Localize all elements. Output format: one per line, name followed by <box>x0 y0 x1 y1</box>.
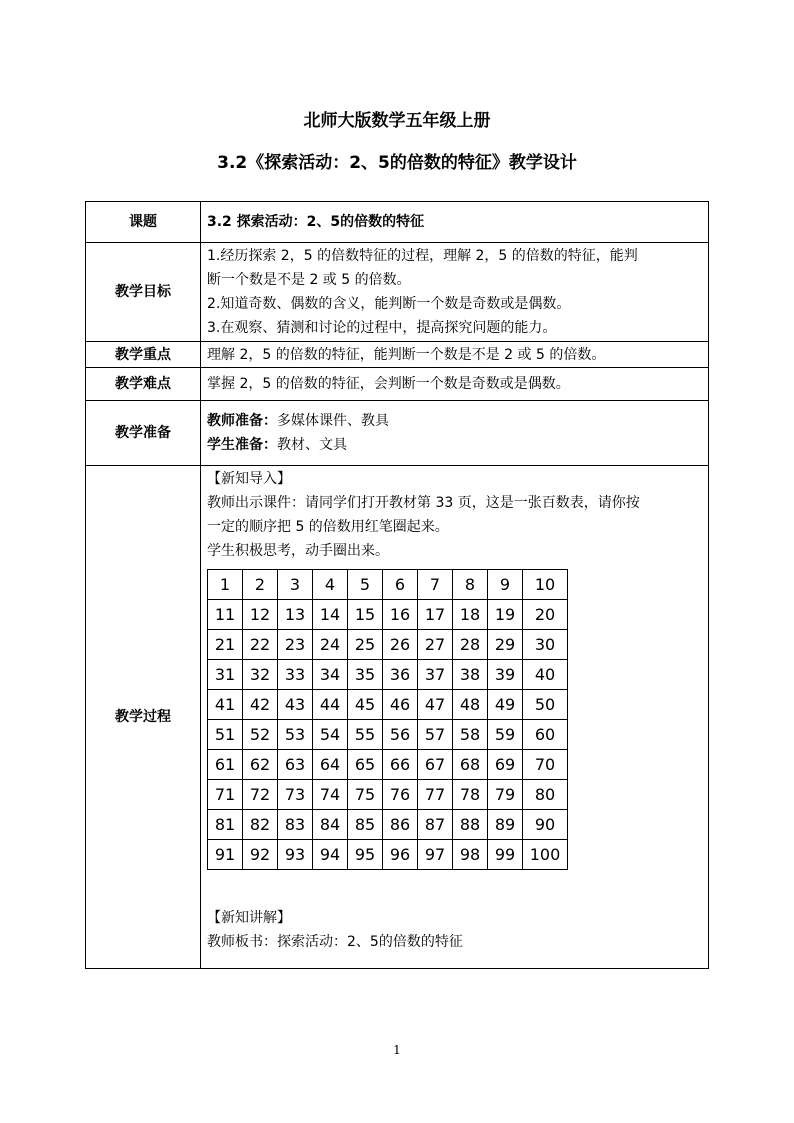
hundred-chart-cell: 52 <box>243 720 278 750</box>
hundred-chart-row <box>208 810 568 840</box>
hundred-chart-cell: 30 <box>523 630 568 660</box>
hundred-chart-cell: 31 <box>208 660 243 690</box>
intro-line: 学生积极思考，动手圈出来。 <box>207 543 389 559</box>
process-cell <box>201 466 709 969</box>
hundred-chart-cell: 58 <box>453 720 488 750</box>
hundred-chart-cell: 35 <box>348 660 383 690</box>
hundred-chart-cell: 3 <box>278 570 313 600</box>
hundred-chart-cell: 49 <box>488 690 523 720</box>
hundred-chart-cell: 9 <box>488 570 523 600</box>
hundred-chart-cell: 24 <box>313 630 348 660</box>
goals-label: 教学目标 <box>86 243 201 342</box>
goals-row <box>86 243 709 342</box>
hundred-chart-cell: 68 <box>453 750 488 780</box>
hundred-chart-cell: 43 <box>278 690 313 720</box>
prep-student-label: 学生准备： <box>207 437 277 453</box>
hundred-chart-cell: 73 <box>278 780 313 810</box>
hundred-chart-cell: 8 <box>453 570 488 600</box>
prep-label: 教学准备 <box>86 401 201 466</box>
hundred-chart-cell: 23 <box>278 630 313 660</box>
hundred-chart-cell: 91 <box>208 840 243 870</box>
key-row <box>86 342 709 368</box>
hundred-chart-row <box>208 630 568 660</box>
lesson-plan-table <box>85 201 709 969</box>
hundred-chart-cell: 1 <box>208 570 243 600</box>
hundred-chart-cell: 71 <box>208 780 243 810</box>
hundred-chart-cell: 98 <box>453 840 488 870</box>
difficulty-label: 教学难点 <box>86 368 201 401</box>
hundred-chart <box>207 569 568 870</box>
hundred-chart-cell: 100 <box>523 840 568 870</box>
document-subtitle: 3.2《探索活动：2、5的倍数的特征》教学设计 <box>217 153 577 173</box>
hundred-chart-cell: 79 <box>488 780 523 810</box>
hundred-chart-row <box>208 780 568 810</box>
goal-line: 2.知道奇数、偶数的含义，能判断一个数是奇数或是偶数。 <box>207 296 571 312</box>
hundred-chart-cell: 48 <box>453 690 488 720</box>
prep-cell <box>201 401 709 466</box>
hundred-chart-cell: 59 <box>488 720 523 750</box>
intro-heading: 【新知导入】 <box>207 471 291 487</box>
key-label: 教学重点 <box>86 342 201 368</box>
hundred-chart-cell: 26 <box>383 630 418 660</box>
prep-teacher-line <box>207 409 702 433</box>
hundred-chart-cell: 50 <box>523 690 568 720</box>
hundred-chart-cell: 27 <box>418 630 453 660</box>
hundred-chart-cell: 76 <box>383 780 418 810</box>
hundred-chart-cell: 51 <box>208 720 243 750</box>
hundred-chart-cell: 86 <box>383 810 418 840</box>
hundred-chart-cell: 36 <box>383 660 418 690</box>
hundred-chart-cell: 74 <box>313 780 348 810</box>
hundred-chart-cell: 22 <box>243 630 278 660</box>
hundred-chart-row <box>208 720 568 750</box>
hundred-chart-row <box>208 660 568 690</box>
goal-line: 断一个数是不是 2 或 5 的倍数。 <box>207 272 411 288</box>
hundred-chart-cell: 55 <box>348 720 383 750</box>
hundred-chart-cell: 4 <box>313 570 348 600</box>
hundred-chart-cell: 39 <box>488 660 523 690</box>
hundred-chart-cell: 60 <box>523 720 568 750</box>
topic-row <box>86 202 709 243</box>
explain-heading: 【新知讲解】 <box>207 910 291 926</box>
hundred-chart-row <box>208 570 568 600</box>
hundred-chart-cell: 65 <box>348 750 383 780</box>
hundred-chart-cell: 19 <box>488 600 523 630</box>
hundred-chart-cell: 6 <box>383 570 418 600</box>
hundred-chart-cell: 57 <box>418 720 453 750</box>
hundred-chart-cell: 88 <box>453 810 488 840</box>
prep-teacher-label: 教师准备： <box>207 413 277 429</box>
hundred-chart-cell: 75 <box>348 780 383 810</box>
hundred-chart-cell: 78 <box>453 780 488 810</box>
hundred-chart-cell: 2 <box>243 570 278 600</box>
key-value: 理解 2，5 的倍数的特征，能判断一个数是不是 2 或 5 的倍数。 <box>201 342 709 368</box>
hundred-chart-cell: 7 <box>418 570 453 600</box>
hundred-chart-cell: 80 <box>523 780 568 810</box>
hundred-chart-cell: 66 <box>383 750 418 780</box>
hundred-chart-cell: 40 <box>523 660 568 690</box>
prep-student-line <box>207 433 702 457</box>
hundred-chart-cell: 34 <box>313 660 348 690</box>
intro-line: 一定的顺序把 5 的倍数用红笔圈起来。 <box>207 519 449 535</box>
goals-cell <box>201 243 709 342</box>
process-row <box>86 466 709 969</box>
hundred-chart-cell: 16 <box>383 600 418 630</box>
process-label: 教学过程 <box>86 466 201 969</box>
hundred-chart-row <box>208 600 568 630</box>
hundred-chart-cell: 67 <box>418 750 453 780</box>
prep-teacher-value: 多媒体课件、教具 <box>277 413 389 429</box>
hundred-chart-cell: 64 <box>313 750 348 780</box>
prep-row <box>86 401 709 466</box>
hundred-chart-cell: 72 <box>243 780 278 810</box>
hundred-chart-cell: 90 <box>523 810 568 840</box>
hundred-chart-cell: 89 <box>488 810 523 840</box>
topic-label: 课题 <box>86 202 201 243</box>
hundred-chart-row <box>208 690 568 720</box>
hundred-chart-cell: 53 <box>278 720 313 750</box>
hundred-chart-cell: 81 <box>208 810 243 840</box>
hundred-chart-cell: 47 <box>418 690 453 720</box>
hundred-chart-cell: 13 <box>278 600 313 630</box>
goal-line: 3.在观察、猜测和讨论的过程中，提高探究问题的能力。 <box>207 320 557 336</box>
hundred-chart-cell: 12 <box>243 600 278 630</box>
hundred-chart-cell: 82 <box>243 810 278 840</box>
hundred-chart-cell: 92 <box>243 840 278 870</box>
hundred-chart-row <box>208 840 568 870</box>
hundred-chart-cell: 5 <box>348 570 383 600</box>
spacer <box>207 870 702 906</box>
hundred-chart-cell: 44 <box>313 690 348 720</box>
hundred-chart-cell: 61 <box>208 750 243 780</box>
hundred-chart-cell: 14 <box>313 600 348 630</box>
hundred-chart-cell: 41 <box>208 690 243 720</box>
difficulty-value: 掌握 2，5 的倍数的特征，会判断一个数是奇数或是偶数。 <box>201 368 709 401</box>
hundred-chart-cell: 15 <box>348 600 383 630</box>
hundred-chart-cell: 69 <box>488 750 523 780</box>
explain-line: 教师板书：探索活动：2、5的倍数的特征 <box>207 934 463 950</box>
hundred-chart-cell: 32 <box>243 660 278 690</box>
difficulty-row <box>86 368 709 401</box>
hundred-chart-cell: 70 <box>523 750 568 780</box>
hundred-chart-cell: 95 <box>348 840 383 870</box>
hundred-chart-cell: 77 <box>418 780 453 810</box>
hundred-chart-cell: 45 <box>348 690 383 720</box>
page-number: 1 <box>393 1043 401 1057</box>
hundred-chart-cell: 99 <box>488 840 523 870</box>
hundred-chart-cell: 84 <box>313 810 348 840</box>
hundred-chart-cell: 28 <box>453 630 488 660</box>
topic-value: 3.2 探索活动：2、5的倍数的特征 <box>201 202 709 243</box>
hundred-chart-cell: 54 <box>313 720 348 750</box>
hundred-chart-cell: 38 <box>453 660 488 690</box>
prep-student-value: 教材、文具 <box>277 437 347 453</box>
goal-line: 1.经历探索 2，5 的倍数特征的过程，理解 2，5 的倍数的特征，能判 <box>207 248 638 264</box>
hundred-chart-cell: 63 <box>278 750 313 780</box>
hundred-chart-cell: 94 <box>313 840 348 870</box>
hundred-chart-cell: 62 <box>243 750 278 780</box>
hundred-chart-cell: 42 <box>243 690 278 720</box>
hundred-chart-cell: 18 <box>453 600 488 630</box>
document-title: 北师大版数学五年级上册 <box>303 111 491 131</box>
hundred-chart-cell: 97 <box>418 840 453 870</box>
hundred-chart-row <box>208 750 568 780</box>
hundred-chart-cell: 25 <box>348 630 383 660</box>
hundred-chart-cell: 11 <box>208 600 243 630</box>
hundred-chart-cell: 83 <box>278 810 313 840</box>
hundred-chart-cell: 87 <box>418 810 453 840</box>
hundred-chart-cell: 85 <box>348 810 383 840</box>
hundred-chart-cell: 21 <box>208 630 243 660</box>
hundred-chart-cell: 93 <box>278 840 313 870</box>
hundred-chart-cell: 29 <box>488 630 523 660</box>
intro-line: 教师出示课件：请同学们打开教材第 33 页，这是一张百数表，请你按 <box>207 495 640 511</box>
hundred-chart-cell: 10 <box>523 570 568 600</box>
hundred-chart-cell: 20 <box>523 600 568 630</box>
hundred-chart-cell: 17 <box>418 600 453 630</box>
hundred-chart-cell: 96 <box>383 840 418 870</box>
hundred-chart-cell: 37 <box>418 660 453 690</box>
hundred-chart-cell: 46 <box>383 690 418 720</box>
hundred-chart-cell: 56 <box>383 720 418 750</box>
hundred-chart-cell: 33 <box>278 660 313 690</box>
